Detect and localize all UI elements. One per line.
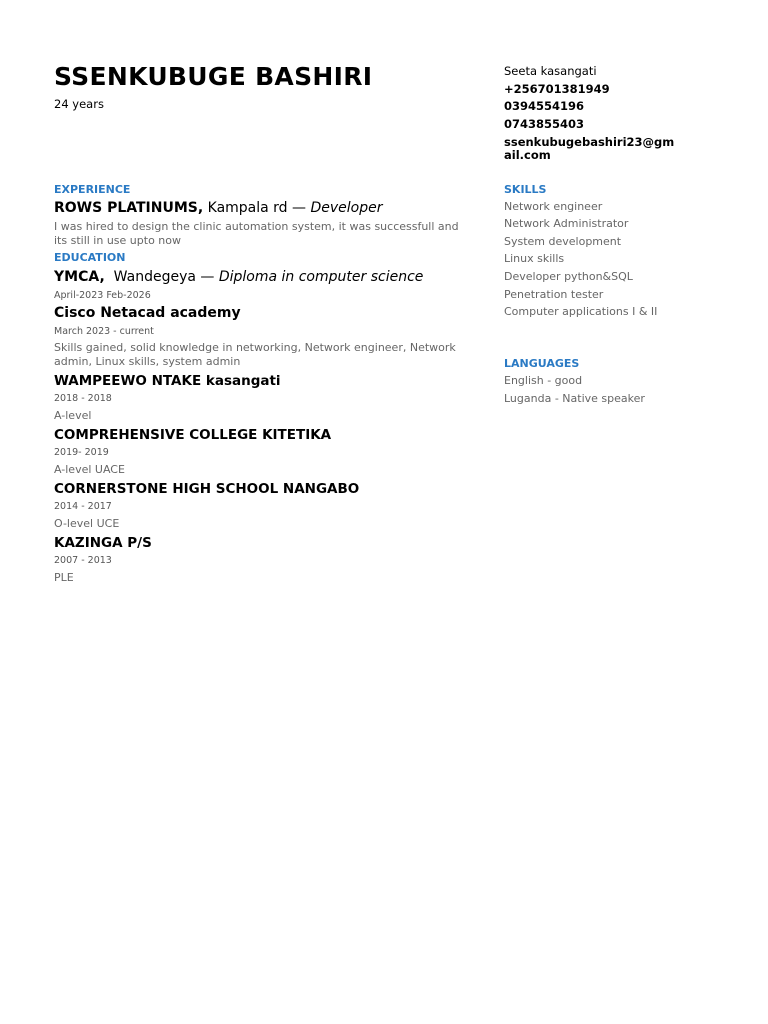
- kazinga-dates: 2007 - 2013: [54, 555, 112, 566]
- languages-heading: LANGUAGES: [504, 357, 580, 370]
- experience-role: Developer: [310, 200, 383, 216]
- contact-phone-1: +256701381949: [504, 81, 610, 96]
- education-heading: EDUCATION: [54, 251, 126, 264]
- ymca-qualification: Diploma in computer science: [218, 269, 424, 285]
- comprehensive-description: A-level UACE: [54, 463, 125, 476]
- skill-item: Linux skills: [504, 252, 565, 265]
- cornerstone-dates: 2014 - 2017: [54, 501, 112, 512]
- contact-email[interactable]: ssenkubugebashiri23@gmail.com: [504, 135, 675, 162]
- language-item: English - good: [504, 374, 583, 387]
- contact-address: Seeta kasangati: [504, 64, 597, 78]
- kazinga-description: PLE: [54, 571, 74, 584]
- wampeewo-dates: 2018 - 2018: [54, 393, 112, 404]
- skill-item: Network Administrator: [504, 217, 629, 230]
- skill-item: Network engineer: [504, 200, 603, 213]
- cisco-name: Cisco Netacad academy: [54, 305, 241, 321]
- contact-block: [504, 63, 694, 162]
- experience-heading: EXPERIENCE: [54, 183, 131, 196]
- contact-phone-3: 0743855403: [504, 116, 585, 131]
- cornerstone-name: CORNERSTONE HIGH SCHOOL NANGABO: [54, 481, 360, 497]
- age-text: 24 years: [54, 97, 104, 111]
- wampeewo-description: A-level: [54, 409, 92, 422]
- experience-location: Kampala rd —: [203, 200, 311, 216]
- cisco-description: Skills gained, solid knowledge in networking, Network engineer, Network admin, Linux skills, system admin: [54, 341, 456, 368]
- education-ymca-title: [54, 269, 423, 285]
- ymca-name: YMCA,: [54, 269, 105, 285]
- language-item: Luganda - Native speaker: [504, 392, 645, 405]
- comprehensive-name: COMPREHENSIVE COLLEGE KITETIKA: [54, 427, 332, 443]
- experience-description: I was hired to design the clinic automation system, it was successfull and its still in use upto now: [54, 220, 459, 247]
- skill-item: Penetration tester: [504, 288, 604, 301]
- comprehensive-dates: 2019- 2019: [54, 447, 109, 458]
- ymca-location: Wandegeya —: [104, 269, 219, 285]
- cisco-dates: March 2023 - current: [54, 326, 154, 337]
- experience-company: ROWS PLATINUMS,: [54, 200, 204, 216]
- cornerstone-description: O-level UCE: [54, 517, 120, 530]
- skills-heading: SKILLS: [504, 183, 547, 196]
- ymca-dates: April-2023 Feb-2026: [54, 290, 151, 301]
- skill-item: Developer python&SQL: [504, 270, 633, 283]
- wampeewo-name: WAMPEEWO NTAKE kasangati: [54, 373, 281, 389]
- contact-phone-2: 0394554196: [504, 99, 585, 113]
- resume-name: SSENKUBUGE BASHIRI: [54, 62, 373, 91]
- skill-item: Computer applications I & II: [504, 305, 658, 318]
- experience-title: [54, 200, 383, 216]
- skill-item: System development: [504, 235, 622, 248]
- kazinga-name: KAZINGA P/S: [54, 535, 152, 551]
